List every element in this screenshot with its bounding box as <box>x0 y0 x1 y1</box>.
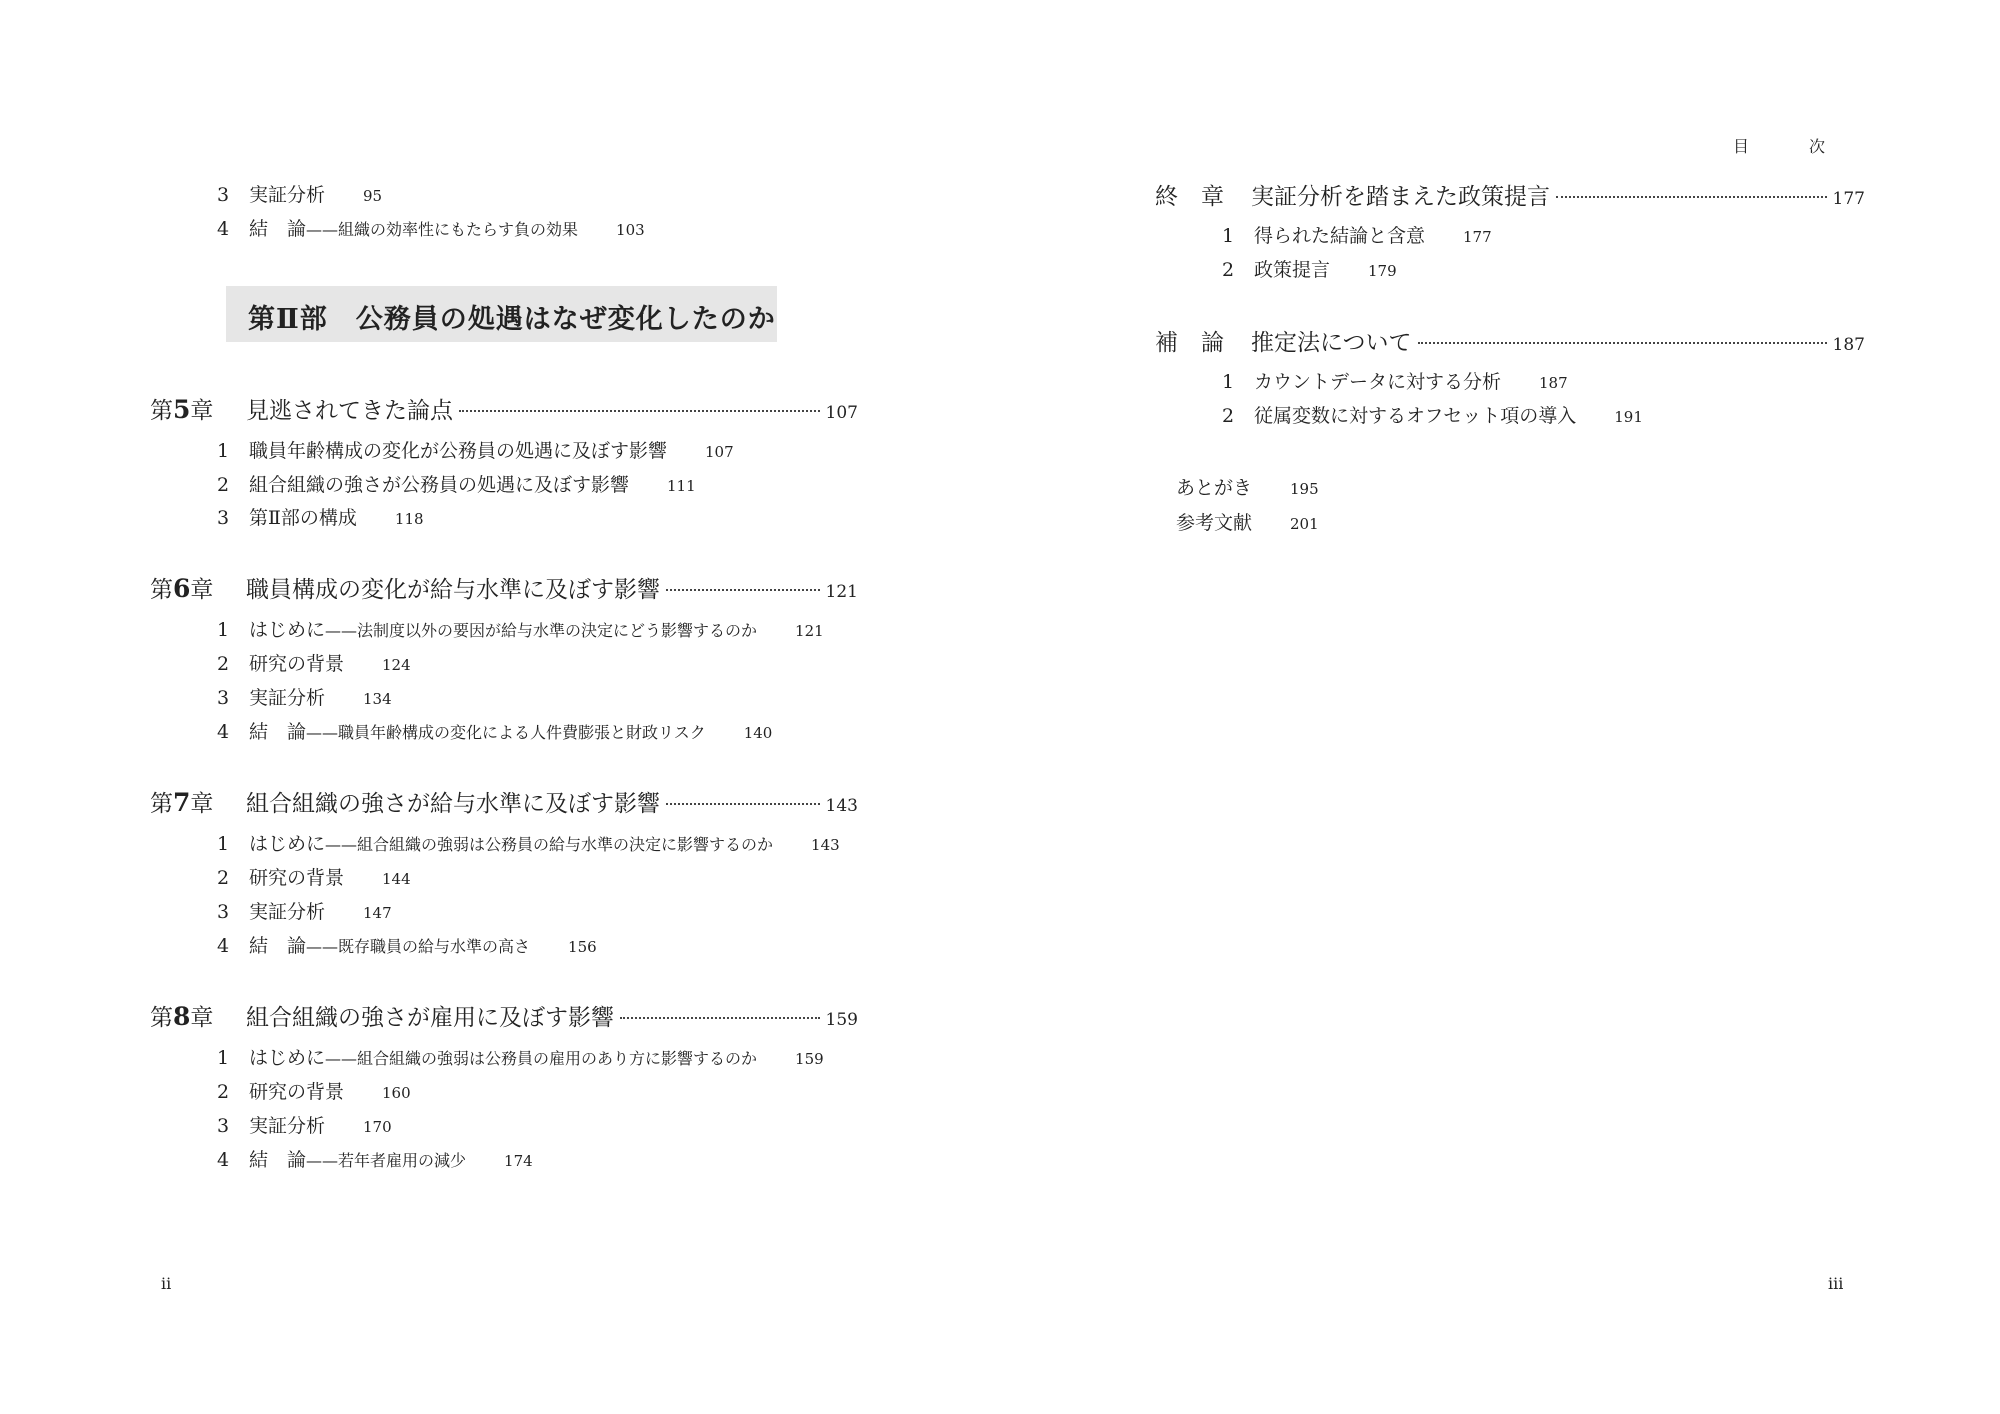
dot-leader <box>1418 341 1827 344</box>
dot-leader <box>666 802 820 805</box>
toc-chapter <box>150 571 858 604</box>
toc-section: 4 結 論——職員年齢構成の変化による人件費膨張と財政リスク 140 <box>217 721 773 743</box>
toc-section: 2 従属変数に対するオフセット項の導入 191 <box>1222 405 1643 427</box>
chapter-title: 見逃されてきた論点 <box>246 398 453 424</box>
chapter-title: 実証分析を踏まえた政策提言 <box>1251 184 1550 210</box>
chapter-page: 107 <box>825 403 858 423</box>
toc-extra-references: 参考文献 201 <box>1176 512 1319 534</box>
chapter-number: 第5章 <box>150 395 214 424</box>
chapter-title: 組合組織の強さが雇用に及ぼす影響 <box>246 1005 614 1031</box>
toc-section: 1 カウントデータに対する分析 187 <box>1222 371 1568 393</box>
chapter-number: 第7章 <box>150 788 214 817</box>
dot-leader <box>666 588 820 591</box>
toc-section: 4 結 論——組織の効率性にもたらす負の効果 103 <box>217 218 645 240</box>
toc-section: 3 実証分析 170 <box>217 1115 392 1137</box>
toc-section: 3 実証分析 147 <box>217 901 392 923</box>
toc-section: 1 職員年齢構成の変化が公務員の処遇に及ぼす影響 107 <box>217 440 734 462</box>
toc-section: 4 結 論——既存職員の給与水準の高さ 156 <box>217 935 597 957</box>
toc-section: 1 はじめに——組合組織の強弱は公務員の雇用のあり方に影響するのか 159 <box>217 1047 824 1069</box>
toc-section: 2 研究の背景 160 <box>217 1081 411 1103</box>
toc-chapter <box>1155 324 1865 357</box>
toc-chapter <box>1155 178 1865 211</box>
chapter-label: 補 論 <box>1155 330 1224 356</box>
toc-section: 2 研究の背景 124 <box>217 653 411 675</box>
chapter-label: 終 章 <box>1155 184 1224 210</box>
toc-section: 2 組合組織の強さが公務員の処遇に及ぼす影響 111 <box>217 474 696 496</box>
toc-section: 1 はじめに——組合組織の強弱は公務員の給与水準の決定に影響するのか 143 <box>217 833 840 855</box>
chapter-number: 第6章 <box>150 574 214 603</box>
running-head: 目 次 <box>1732 137 1847 156</box>
toc-extra-afterword: あとがき 195 <box>1176 477 1319 499</box>
page-number: iii <box>1828 1274 1844 1293</box>
toc-chapter <box>150 785 858 818</box>
dot-leader <box>620 1016 820 1019</box>
dot-leader <box>1556 195 1827 198</box>
part-heading-box <box>226 286 777 342</box>
toc-section: 3 実証分析 134 <box>217 687 392 709</box>
chapter-number: 第8章 <box>150 1002 214 1031</box>
toc-section: 4 結 論——若年者雇用の減少 174 <box>217 1149 533 1171</box>
toc-section: 1 はじめに——法制度以外の要因が給与水準の決定にどう影響するのか 121 <box>217 619 824 641</box>
page-number: ii <box>161 1274 172 1293</box>
chapter-title: 組合組織の強さが給与水準に及ぼす影響 <box>246 791 660 817</box>
toc-chapter <box>150 392 858 425</box>
toc-section: 1 得られた結論と含意 177 <box>1222 225 1492 247</box>
chapter-page: 187 <box>1832 335 1865 355</box>
toc-section: 2 研究の背景 144 <box>217 867 411 889</box>
chapter-page: 159 <box>825 1010 858 1030</box>
chapter-page: 177 <box>1832 189 1865 209</box>
chapter-title: 職員構成の変化が給与水準に及ぼす影響 <box>246 577 660 603</box>
toc-section: 3 第Ⅱ部の構成 118 <box>217 507 424 529</box>
dot-leader <box>459 409 820 412</box>
toc-section: 3 実証分析 95 <box>217 184 383 206</box>
chapter-page: 143 <box>825 796 858 816</box>
toc-chapter <box>150 999 858 1032</box>
chapter-title: 推定法について <box>1251 330 1412 356</box>
toc-section: 2 政策提言 179 <box>1222 259 1397 281</box>
chapter-page: 121 <box>825 582 858 602</box>
part-title: 第Ⅱ部 公務員の処遇はなぜ変化したのか <box>248 304 776 335</box>
